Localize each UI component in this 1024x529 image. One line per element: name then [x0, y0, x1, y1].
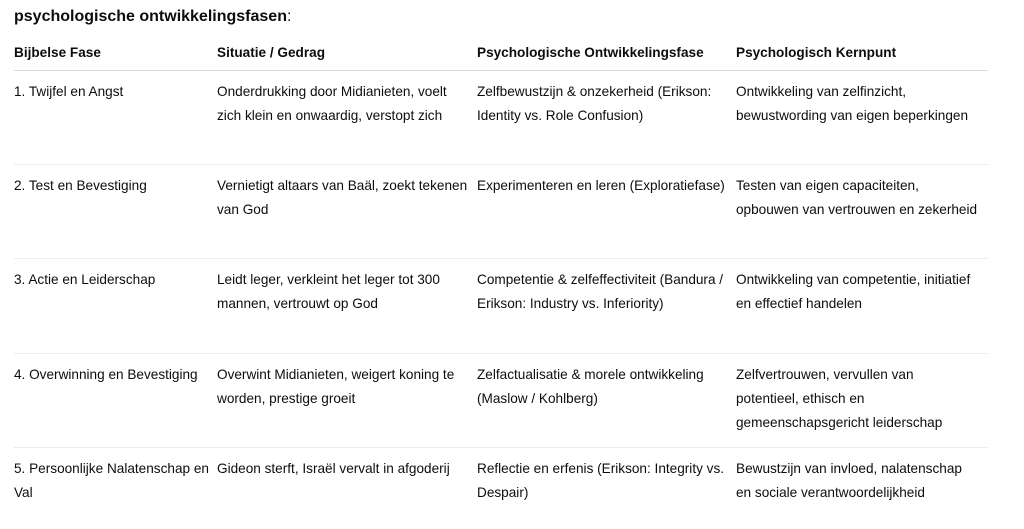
cell-bijbelse-fase: 1. Twijfel en Angst — [14, 71, 217, 165]
cell-situatie-gedrag: Leidt leger, verkleint het leger tot 300 mannen, vertrouwt op God — [217, 259, 477, 354]
cell-kernpunt: Zelfvertrouwen, vervullen van potentieel, ethisch en gemeenschapsgericht leiderschap — [736, 354, 988, 448]
cell-situatie-gedrag: Onderdrukking door Midianieten, voelt zich klein en onwaardig, verstopt zich — [217, 71, 477, 165]
table-row — [14, 259, 988, 354]
cell-situatie-gedrag: Gideon sterft, Israël vervalt in afgoderij — [217, 461, 450, 476]
cell-bijbelse-fase: 4. Overwinning en Bevestiging — [14, 354, 217, 448]
cell-bijbelse-fase: 2. Test en Bevestiging — [14, 165, 217, 259]
cell-ontwikkelingsfase: Competentie & zelfeffectiviteit (Bandura / Erikson: Industry vs. Inferiority) — [477, 259, 736, 354]
header-psychologische-ontwikkelingsfase: Psychologische Ontwikkelingsfase — [477, 34, 736, 71]
table-row — [14, 165, 988, 259]
table-row — [14, 71, 988, 165]
table-row — [14, 354, 988, 448]
section-heading-colon: : — [286, 8, 292, 25]
table-header-row — [14, 34, 988, 71]
cell-bijbelse-fase: 5. Persoonlijke Nalatenschap en Val — [14, 461, 209, 500]
cell-kernpunt: Ontwikkeling van competentie, initiatief en effectief handelen — [736, 259, 988, 354]
section-heading-text: psychologische ontwikkelingsfasen — [14, 8, 287, 25]
cell-ontwikkelingsfase: Reflectie en erfenis (Erikson: Integrity vs. Despair) — [477, 461, 725, 500]
header-situatie-gedrag: Situatie / Gedrag — [217, 34, 477, 71]
phases-table — [14, 34, 988, 527]
cell-kernpunt: Testen van eigen capaciteiten, opbouwen van vertrouwen en zekerheid — [736, 165, 988, 259]
cell-kernpunt: Ontwikkeling van zelfinzicht, bewustwording van eigen beperkingen — [736, 71, 988, 165]
cell-bijbelse-fase: 3. Actie en Leiderschap — [14, 259, 217, 354]
cell-situatie-gedrag: Overwint Midianieten, weigert koning te worden, prestige groeit — [217, 354, 477, 448]
table-row — [14, 448, 988, 528]
header-psychologisch-kernpunt: Psychologisch Kernpunt — [736, 34, 988, 71]
cell-situatie-gedrag: Vernietigt altaars van Baäl, zoekt tekenen van God — [217, 165, 477, 259]
cell-ontwikkelingsfase: Zelfactualisatie & morele ontwikkeling (Maslow / Kohlberg) — [477, 354, 736, 448]
cell-kernpunt: Bewustzijn van invloed, nalatenschap en sociale verantwoordelijkheid — [736, 461, 962, 500]
header-bijbelse-fase: Bijbelse Fase — [14, 34, 217, 71]
cell-ontwikkelingsfase: Zelfbewustzijn & onzekerheid (Erikson: Identity vs. Role Confusion) — [477, 71, 736, 165]
section-heading — [14, 0, 988, 34]
cell-ontwikkelingsfase: Experimenteren en leren (Exploratiefase) — [477, 165, 736, 259]
